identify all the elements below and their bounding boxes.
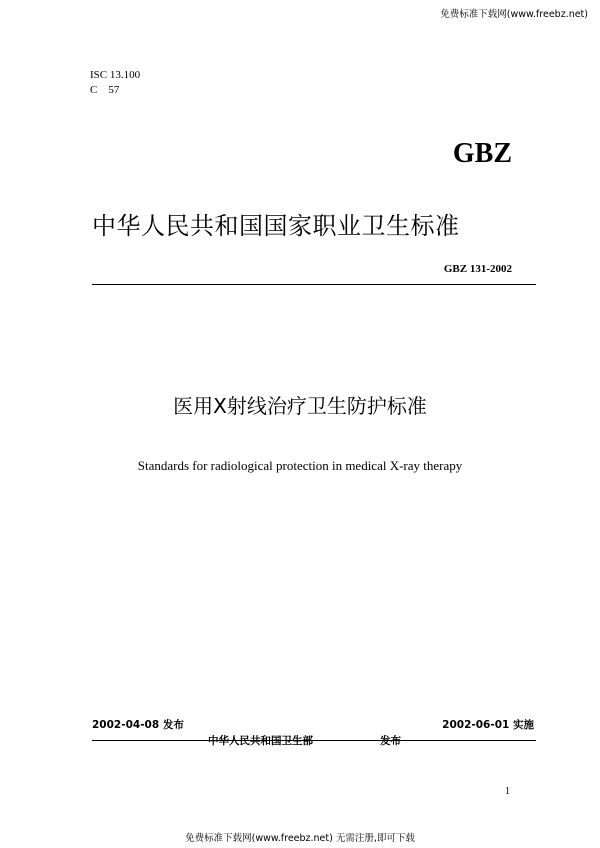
issuing-authority: 中华人民共和国卫生部 [208,735,313,747]
classification-codes [90,68,140,98]
ccs-code: C 57 [90,84,120,96]
gbz-logo: GBZ [452,138,512,169]
effective-date: 2002-06-01 实施 [442,719,534,731]
top-watermark: 免费标准下载网(www.freebz.net) [440,9,588,20]
ics-code: ISC 13.100 [90,69,141,81]
page-number: 1 [505,786,510,797]
footer-divider [92,740,536,741]
header-divider [92,284,536,285]
issue-action: 发布 [380,735,401,747]
document-title-cn: 医用X射线治疗卫生防护标准 [173,394,427,418]
standard-number: GBZ 131-2002 [443,263,512,275]
standard-title: 中华人民共和国国家职业卫生标准 [92,212,460,240]
bottom-watermark: 免费标准下载网(www.freebz.net) 无需注册,即可下载 [185,833,415,844]
issue-date: 2002-04-08 发布 [92,719,184,731]
document-title-en: Standards for radiological protection in medical X-ray therapy [137,458,463,473]
